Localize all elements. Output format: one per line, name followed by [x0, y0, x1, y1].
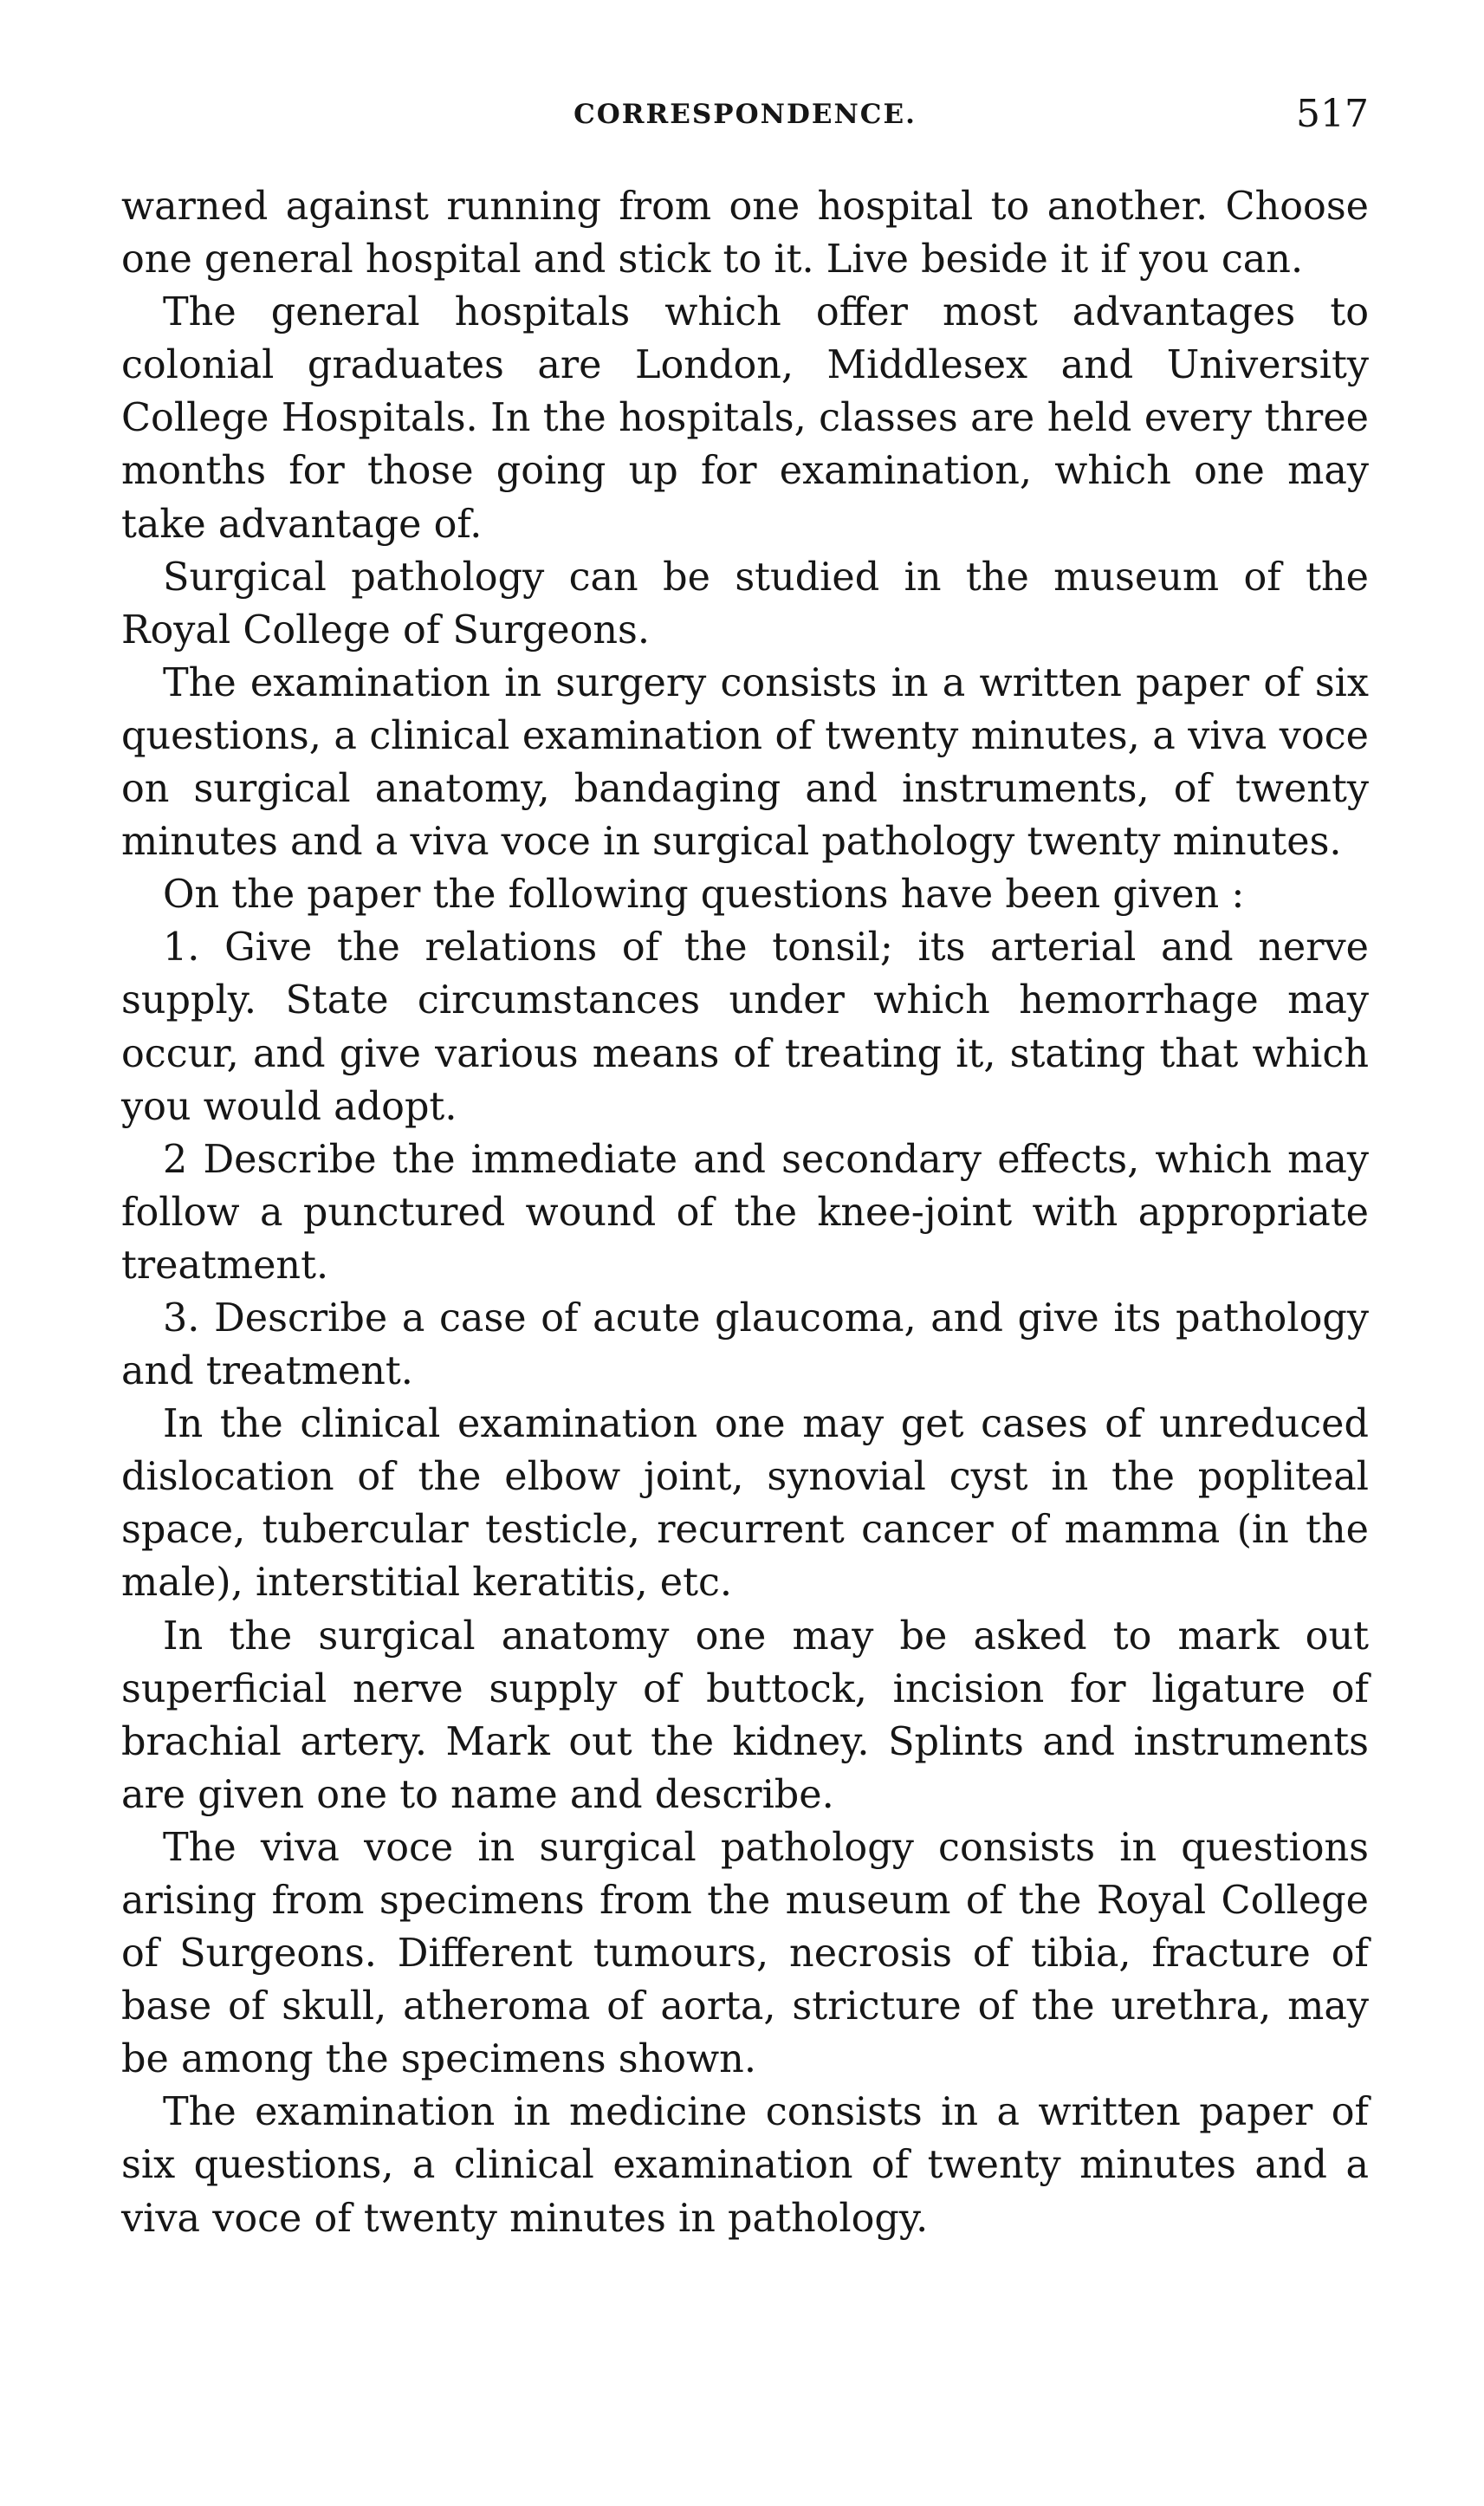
- paragraph-viva-voce: The viva voce in surgical pathology consists in questions arising from specimens from the museum of the Royal College of Surgeons. Different tumours, necrosis of tibia, fracture of base of skull, atheroma of aorta, stricture of the urethra, may be among the specimens shown.: [121, 1825, 1369, 2082]
- paragraph-clinical-exam: In the clinical examination one may get cases of unreduced dislocation of the elbow joint, synovial cyst in the popliteal space, tubercular testicle, recurrent cancer of mamma (in the male), interstitial keratitis, etc.: [121, 1402, 1369, 1606]
- running-title: CORRESPONDENCE.: [574, 99, 917, 130]
- paragraph-surgical-anatomy: In the surgical anatomy one may be asked to mark out superficial nerve supply of buttock, incision for ligature of brachial artery. Mark out the kidney. Splints and instruments are given one to name and describe.: [121, 1613, 1369, 1817]
- question-2: 2 Describe the immediate and secondary effects, which may follow a punctured wound of the knee-joint with appropriate treatment.: [121, 1137, 1369, 1288]
- paragraph-medicine-exam: The examination in medicine consists in a written paper of six questions, a clinical examination of twenty minutes and a viva voce of twenty minutes in pathology.: [121, 2090, 1369, 2241]
- running-head: [121, 90, 1369, 142]
- paragraph-surgical-pathology: Surgical pathology can be studied in the museum of the Royal College of Surgeons.: [121, 555, 1369, 652]
- paragraph-continuation: warned against running from one hospital to another. Choose one general hospital and stick to it. Live beside it if you can.: [121, 185, 1369, 282]
- page-number: 517: [1296, 92, 1369, 136]
- body-text: [121, 180, 1369, 2245]
- paragraph-questions-intro: On the paper the following questions have been given :: [163, 873, 1245, 918]
- paragraph-hospitals: The general hospitals which offer most advantages to colonial graduates are London, Middlesex and University College Hospitals. In the hospitals, classes are held every three months for those going up for examination, which one may take advantage of.: [121, 290, 1369, 547]
- paragraph-surgery-exam: The examination in surgery consists in a written paper of six questions, a clinical examination of twenty minutes, a viva voce on surgical anatomy, bandaging and instruments, of twenty minutes and a viva voce in surgical pathology twenty minutes.: [121, 660, 1369, 865]
- question-3: 3. Describe a case of acute glaucoma, and give its pathology and treatment.: [121, 1295, 1369, 1394]
- question-1: 1. Give the relations of the tonsil; its arterial and nerve supply. State circumstances under which hemorrhage may occur, and give various means of treating it, stating that which you would adopt.: [121, 925, 1369, 1129]
